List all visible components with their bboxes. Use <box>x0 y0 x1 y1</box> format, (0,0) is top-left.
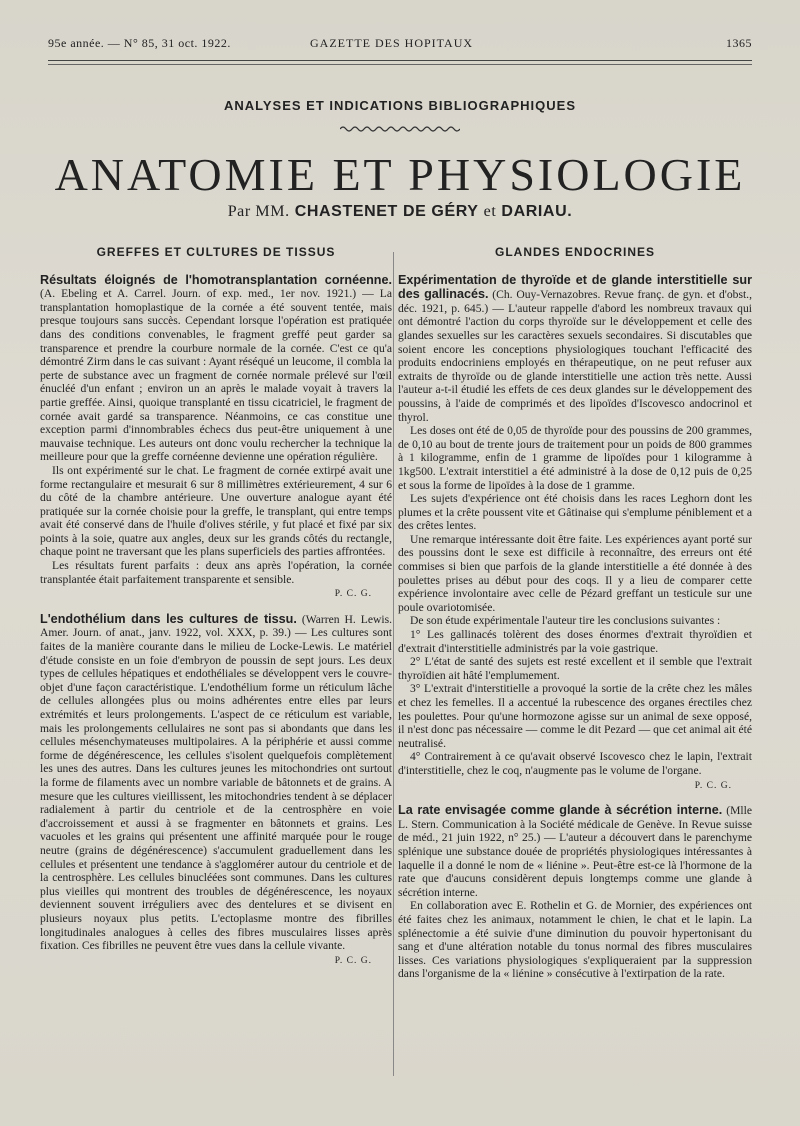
article-title: L'endothélium dans les cultures de tissu. <box>40 611 297 626</box>
article-paragraph: — L'auteur a découvert dans le parenchyme splénique une substance douée de propriétés physiologiques intéressantes à laquelle il a donné le nom de « liénine ». Peut-être est-ce là l'hormone de la rate que d'aucuns considèrent depuis longtemps comme une glande à sécrétion interne. <box>398 831 752 899</box>
article-paragraph: — La transplantation homoplastique de la cornée a été souvent tentée, mais presque toujours sans succès. Cependant lorsque l'opération est pratiquée dans des conditions convenables, le fragment greffé peut garder sa transparence et prendre la courbure normale de la cornée. C'est ce qu'a démontré Zirm dans le cas suivant : Ayant réséqué un leucome, il combla la perte de substance avec un fragment de cornée normale prélevé sur l'œil énucléé d'un enfant ; environ un an après le malade voyait à travers la partie greffée. Ainsi, quoique transplanté en tissu cicatriciel, le fragment de cornée avait gardé sa transparence. Néanmoins, ce cas constitue une exception parmi d'innombrables échecs dus peut-être uniquement à une mauvaise technique. Les auteurs ont donc voulu rechercher la technique la meilleure pour que la greffe cornéenne devienne une opération régulière. <box>40 287 392 464</box>
page-number: 1365 <box>726 36 752 50</box>
article-paragraph: 1° Les gallinacés tolèrent des doses énormes d'extrait thyroïdien et d'extrait d'interstitielle administrés par la voie gastrique. <box>398 628 752 655</box>
article-reference: (Warren H. Lewis. Amer. Journ. of anat., janv. 1922, vol. XXX, p. 39.) <box>40 612 392 640</box>
article-cornea-lead <box>40 273 392 464</box>
article-paragraph: Une remarque intéressante doit être faite. Les expériences ayant porté sur des poussins dont le sexe est difficile à reconnaître, des erreurs ont été commises si bien que parfois de la glande interstitielle a été donnée à des poulettes prises au début pour des coqs. Il y a lieu de comparer cette expérience involontaire avec celle de Pézard greffant un testicule sur une poule ovariotomisée. <box>398 532 752 614</box>
article-spleen-lead <box>398 803 752 899</box>
issue-info: 95e année. — N° 85, 31 oct. 1922. <box>48 36 231 50</box>
left-column <box>40 246 392 1082</box>
page-title: ANATOMIE ET PHYSIOLOGIE <box>54 149 746 200</box>
article-title: Résultats éloignés de l'homotransplantation cornéenne. <box>40 272 392 287</box>
article-thyroid <box>398 273 752 794</box>
article-paragraph: — L'auteur rappelle d'abord les nombreux travaux qui ont démontré l'action du corps thyroïde sur le développement et celle des glandes sexuelles sur les caractères sexuels secondaires. Si discutables que soient encore les conceptions physiologiques touchant l'efficacité des produits endocriniens employés en thérapeutique, on ne peut refuser aux extraits de thyroïde ou de glande interstitielle une action très nette. Aussi l'auteur a-t-il étudié les effets de ces deux glandes sur le développement des poussins, à l'aide de comprimés et des lipoïdes d'Iscovesco andocrinol et thyrol. <box>398 301 752 424</box>
right-column <box>398 246 752 1082</box>
section-kicker: ANALYSES ET INDICATIONS BIBLIOGRAPHIQUES <box>223 98 577 113</box>
article-title: Expérimentation de thyroïde et de glande interstitielle sur des gallinacés. <box>398 272 752 302</box>
article-endothelium-lead <box>40 612 392 953</box>
article-endothelium <box>40 612 392 968</box>
article-thyroid-lead <box>398 273 752 425</box>
article-paragraph: 2° L'état de santé des sujets est resté excellent et il semble que l'extrait thyroïdien ait hâté l'emplumement. <box>398 655 752 682</box>
byline-et: et <box>483 203 497 220</box>
article-paragraph: De son étude expérimentale l'auteur tire les conclusions suivantes : <box>410 614 721 628</box>
article-paragraph: 4° Contrairement à ce qu'avait observé Iscovesco chez le lapin, l'extrait d'interstitielle, chez le coq, n'augmente pas le volume de l'organe. <box>398 750 752 777</box>
article-signature: P. C. G. <box>334 955 372 966</box>
article-reference: (A. Ebeling et A. Carrel. Journ. of exp. med., 1er nov. 1921.) <box>40 287 357 301</box>
byline-par: Par MM. <box>227 203 290 220</box>
journal-name: GAZETTE DES HOPITAUX <box>310 36 474 50</box>
article-cornea <box>40 273 392 602</box>
article-paragraph: En collaboration avec E. Rothelin et G. de Mornier, des expériences ont été faites chez les animaux, notamment le chien, le chat et le lapin. La splénectomie a été suivie d'une diminution du pouvoir hypertonisant du sang et d'une altération notable du tonus normal des fibres musculaires lisses. Ces variations physiologiques s'expliqueraient par la suppression dans l'organisme de la « liénine » consécutive à l'extirpation de la rate. <box>398 899 752 981</box>
running-header <box>48 36 752 52</box>
article-paragraph: Les résultats furent parfaits : deux ans après l'opération, la cornée transplantée était parfaitement transparente et sensible. <box>40 559 392 586</box>
left-column-heading: GREFFES ET CULTURES DE TISSUS <box>96 246 336 259</box>
byline-author-2: DARIAU. <box>501 203 573 220</box>
article-spleen <box>398 803 752 981</box>
article-reference: (Mlle L. Stern. Communication à la Société médicale de Genève. In Revue suisse de méd., 21 juin 1922, n° 25.) <box>398 804 752 845</box>
header-rule <box>48 60 752 61</box>
article-signature: P. C. G. <box>334 589 372 600</box>
article-title: La rate envisagée comme glande à sécrétion interne. <box>398 803 723 818</box>
byline <box>0 203 800 221</box>
column-divider <box>393 252 394 1076</box>
article-paragraph: Les doses ont été de 0,05 de thyroïde pour des poussins de 200 grammes, de 0,10 au bout de trente jours de traitement pour un poids de 800 grammes à 1 kilogramme, enfin de 1 gramme de lipoïdes pour 1 kilogramme à 1kg500. L'extrait interstitiel a été administré à la dose de 0,12 puis de 0,25 et sous la forme de lipoïdes à la dose de 1 gramme. <box>398 424 752 492</box>
header-rule-thin <box>48 64 752 65</box>
article-signature: P. C. G. <box>694 780 732 791</box>
right-column-heading: GLANDES ENDOCRINES <box>494 246 655 259</box>
wavy-ornament-icon <box>340 125 460 133</box>
article-paragraph: Ils ont expérimenté sur le chat. Le fragment de cornée extirpé avait une forme rectangulaire et mesurait 6 sur 8 millimètres extérieurement, 4 sur 6 du côté de la chambre antérieure. Une ouverture analogue ayant été pratiquée sur la cornée choisie pour la greffe, le transplant, qui entre temps avait été conservé dans de l'huile d'olives stérile, y fut placé et fixé par six points à la soie, quatre aux angles, deux sur les grands côtés du rectangle, chaque point ne traversant que les plans superficiels des parties affrontées. <box>40 463 392 559</box>
article-paragraph: — Les cultures sont faites de la manière courante dans le milieu de Locke-Lewis. Le matériel d'étude consiste en un foie d'embryon de poussin de sept jours. Les deux types de cellules hépatiques et endothéliales se développent vers le couvre-objet d'une façon caractéristique. L'endothélium forme un réticulum lâche de cellules allongées plus ou moins adhérentes entre elles par leurs extrémités et leurs prolongements. L'aspect de ce réticulum est variable, mais les prolongements cellulaires ne sont pas si abondants que dans les cellules mésenchymateuses multipolaires. A la périphérie et aussi comme forme de dégénérescence, les cellules s'isolent quelquefois complètement les unes des autres. Dans les cultures jeunes les mitochondries ont surtout la forme de filaments avec un nombre variable de bâtonnets et de grains. A mesure que les cultures vieillissent, les mitochondries tendent à se déplacer radialement à partir du centriole et de la centrosphère en voie d'accroissement et aussi à se fragmenter en bâtonnets et grains. Les vacuoles et les grains qui présentent une affinité marquée pour le rouge neutre (grains de dégénérescence) s'accumulent graduellement dans les cellules et présentent une tendance à s'agglomérer autour du centriole et de la centrosphère. Les cellules binucléées sont communes. Dans les cultures plus vieilles qui montrent des troubles de dégénérescence, les noyaux deviennent souvent irréguliers avec des dentelures et se divisent en plusieurs noyaux plus petits. L'ectoplasme montre des fibrilles longitudinales analogues à celles des fibres musculaires lisses après fixation. Ces fibrilles ne peuvent être vues dans la cellule vivante. <box>40 626 392 953</box>
article-paragraph: Les sujets d'expérience ont été choisis dans les races Leghorn dont les plumes et la crête poussent vite et Gâtinaise qui s'emplume péniblement et a des crêtes lentes. <box>398 492 752 533</box>
article-paragraph: 3° L'extrait d'interstitielle a provoqué la sortie de la crête chez les mâles et chez les femelles. Il a accentué la rubescence des organes érectiles chez les poulettes. Pour qu'une hormozone agisse sur un animal de sexe opposé, il n'est donc pas nécessaire — comme le dit Pezard — que cet animal ait été neutralisé. <box>398 682 752 750</box>
byline-author-1: CHASTENET DE GÉRY <box>294 203 479 220</box>
article-reference: (Ch. Ouy-Vernazobres. Revue franç. de gyn. et d'obst., déc. 1921, p. 645.) <box>398 288 752 315</box>
